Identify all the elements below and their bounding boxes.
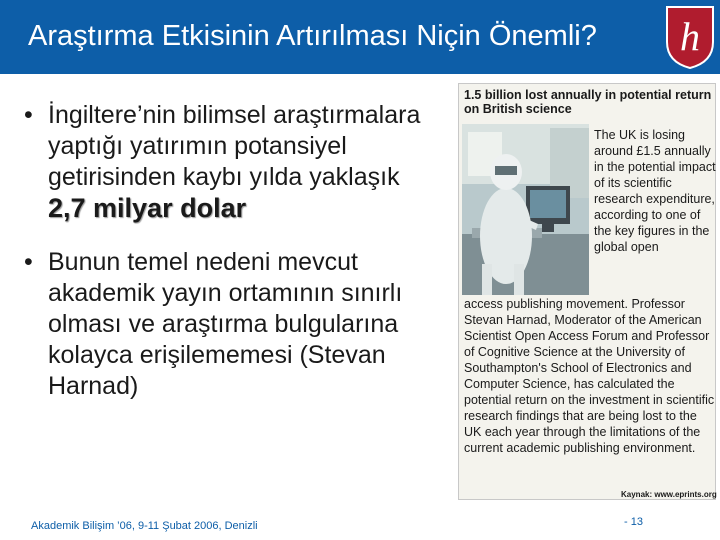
bullet-dot: • [24, 101, 33, 129]
lab-researcher-photo [462, 124, 589, 295]
bullet-item [24, 100, 440, 225]
bullet-emphasis: 2,7 milyar dolar [48, 193, 247, 223]
bullet-dot: • [24, 248, 33, 276]
page-number: - 13 [624, 516, 643, 528]
bullet-list [24, 100, 440, 424]
slide-title: Araştırma Etkisinin Artırılması Niçin Önemli? [28, 20, 597, 52]
title-bar [0, 0, 720, 74]
article-heading: 1.5 billion lost annually in potential return on British science [464, 88, 712, 116]
source-caption: Kaynak: www.eprints.org [621, 490, 717, 499]
article-side-text: The UK is losing around £1.5 annually in the potential impact of its scientific research expenditure, according to one of the key figures in the global open [594, 128, 716, 254]
logo-letter: h [680, 14, 700, 59]
article-body-text: access publishing movement. Professor Stevan Harnad, Moderator of the American Scientist Open Access Forum and Professor of Cognitive Science at the University of Southampton's School of Electronics and Computer Science, has calculated the potential return on the investment in scientific research findings that are being lost to the UK each year through the limitations of the current academic publishing environment. [464, 297, 715, 455]
bullet-text: İngiltere’nin bilimsel araştırmalara yaptığı yatırımın potansiyel getirisinden kaybı yılda yaklaşık [48, 101, 421, 191]
bullet-item [24, 247, 440, 402]
slide-footer: Akademik Bilişim ’06, 9-11 Şubat 2006, Denizli [31, 520, 258, 532]
article-panel [458, 83, 716, 500]
bullet-text: Bunun temel nedeni mevcut akademik yayın ortamının sınırlı olması ve araştırma bulgularına kolayca erişilememesi (Stevan Harnad) [48, 248, 403, 400]
university-crest-icon [664, 4, 716, 70]
